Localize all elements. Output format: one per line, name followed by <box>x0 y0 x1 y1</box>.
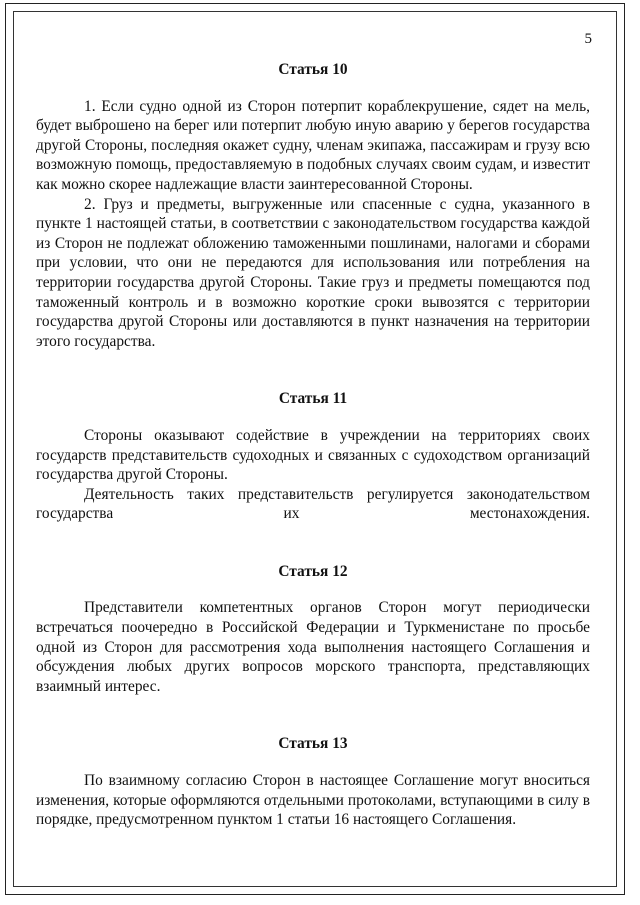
article-11-heading: Статья 11 <box>278 390 348 408</box>
article-13-paragraph-1: По взаимному согласию Сторон в настоящее Соглашение могут вноситься изменения, которые оформляются отдельными протоколами, вступающими в силу в порядке, предусмотренном пунктом 1 статьи 16 настоящего Соглашения. <box>36 772 590 829</box>
document-body <box>36 60 590 830</box>
article-13-heading: Статья 13 <box>278 735 348 753</box>
article-10-paragraph-1: 1. Если судно одной из Сторон потерпит кораблекрушение, сядет на мель, будет выброшено на берег или потерпит любую иную аварию у берегов государства другой Стороны, последняя окажет судну, членам экипажа, пассажирам и грузу всю возможную помощь, предоставляемую в подобных случаях своим судам, и известит как можно скорее надлежащие власти заинтересованной Стороны. <box>36 97 590 193</box>
page-number: 5 <box>584 31 592 47</box>
article-10-heading: Статья 10 <box>278 61 348 78</box>
article-12-heading: Статья 12 <box>278 562 348 580</box>
article-12-paragraph-1: Представители компетентных органов Сторон могут периодически встречаться поочередно в Российской Федерации и Туркменистане по просьбе одной из Сторон для рассмотрения хода выполнения настоящего Соглашения и обсуждения любых других вопросов морского транспорта, представляющих взаимный интерес. <box>36 599 590 695</box>
article-11-paragraph-1: Стороны оказывают содействие в учреждении на территориях своих государств представительств судоходных и связанных с судоходством организаций государства другой Стороны. <box>36 426 590 484</box>
article-11-paragraph-2: Деятельность таких представительств регулируется законодательством государства их местонахождения. <box>36 485 590 523</box>
article-10-paragraph-2: 2. Груз и предметы, выгруженные или спасенные с судна, указанного в пункте 1 настоящей статьи, в соответствии с законодательством государства каждой из Сторон не подлежат обложению таможенными пошлинами, налогами и сборами при условии, что они не передаются для использования или потребления на территории государства другой Стороны. Такие груз и предметы помещаются под таможенный контроль и в возможно короткие сроки вывозятся с территории государства другой Стороны или доставляются в пункт назначения на территории этого государства. <box>36 195 590 350</box>
